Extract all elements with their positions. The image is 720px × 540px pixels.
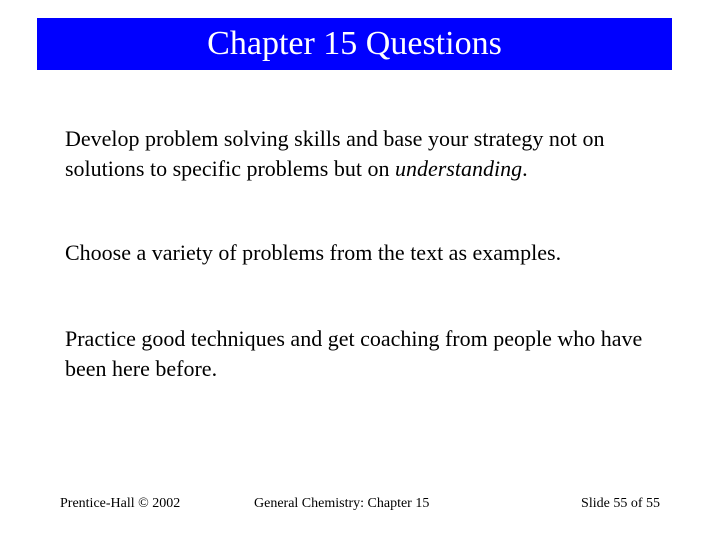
footer-course-title: General Chemistry: Chapter 15 bbox=[254, 496, 430, 511]
footer-slide-number: Slide 55 of 55 bbox=[581, 496, 660, 511]
paragraph-1-end: . bbox=[522, 156, 528, 181]
title-bar bbox=[37, 18, 672, 70]
slide-title: Chapter 15 Questions bbox=[207, 25, 502, 62]
paragraph-1-emphasis: understanding bbox=[394, 156, 523, 181]
body-paragraph-3: Practice good techniques and get coaching from people who have been here before. bbox=[65, 326, 643, 381]
body-paragraph-1 bbox=[65, 124, 665, 184]
paragraph-1-text: Develop problem solving skills and base your strategy not on solutions to specific problems but on bbox=[65, 126, 605, 181]
body-paragraph-2: Choose a variety of problems from the text as examples. bbox=[65, 240, 562, 265]
footer-copyright: Prentice-Hall © 2002 bbox=[60, 496, 181, 511]
